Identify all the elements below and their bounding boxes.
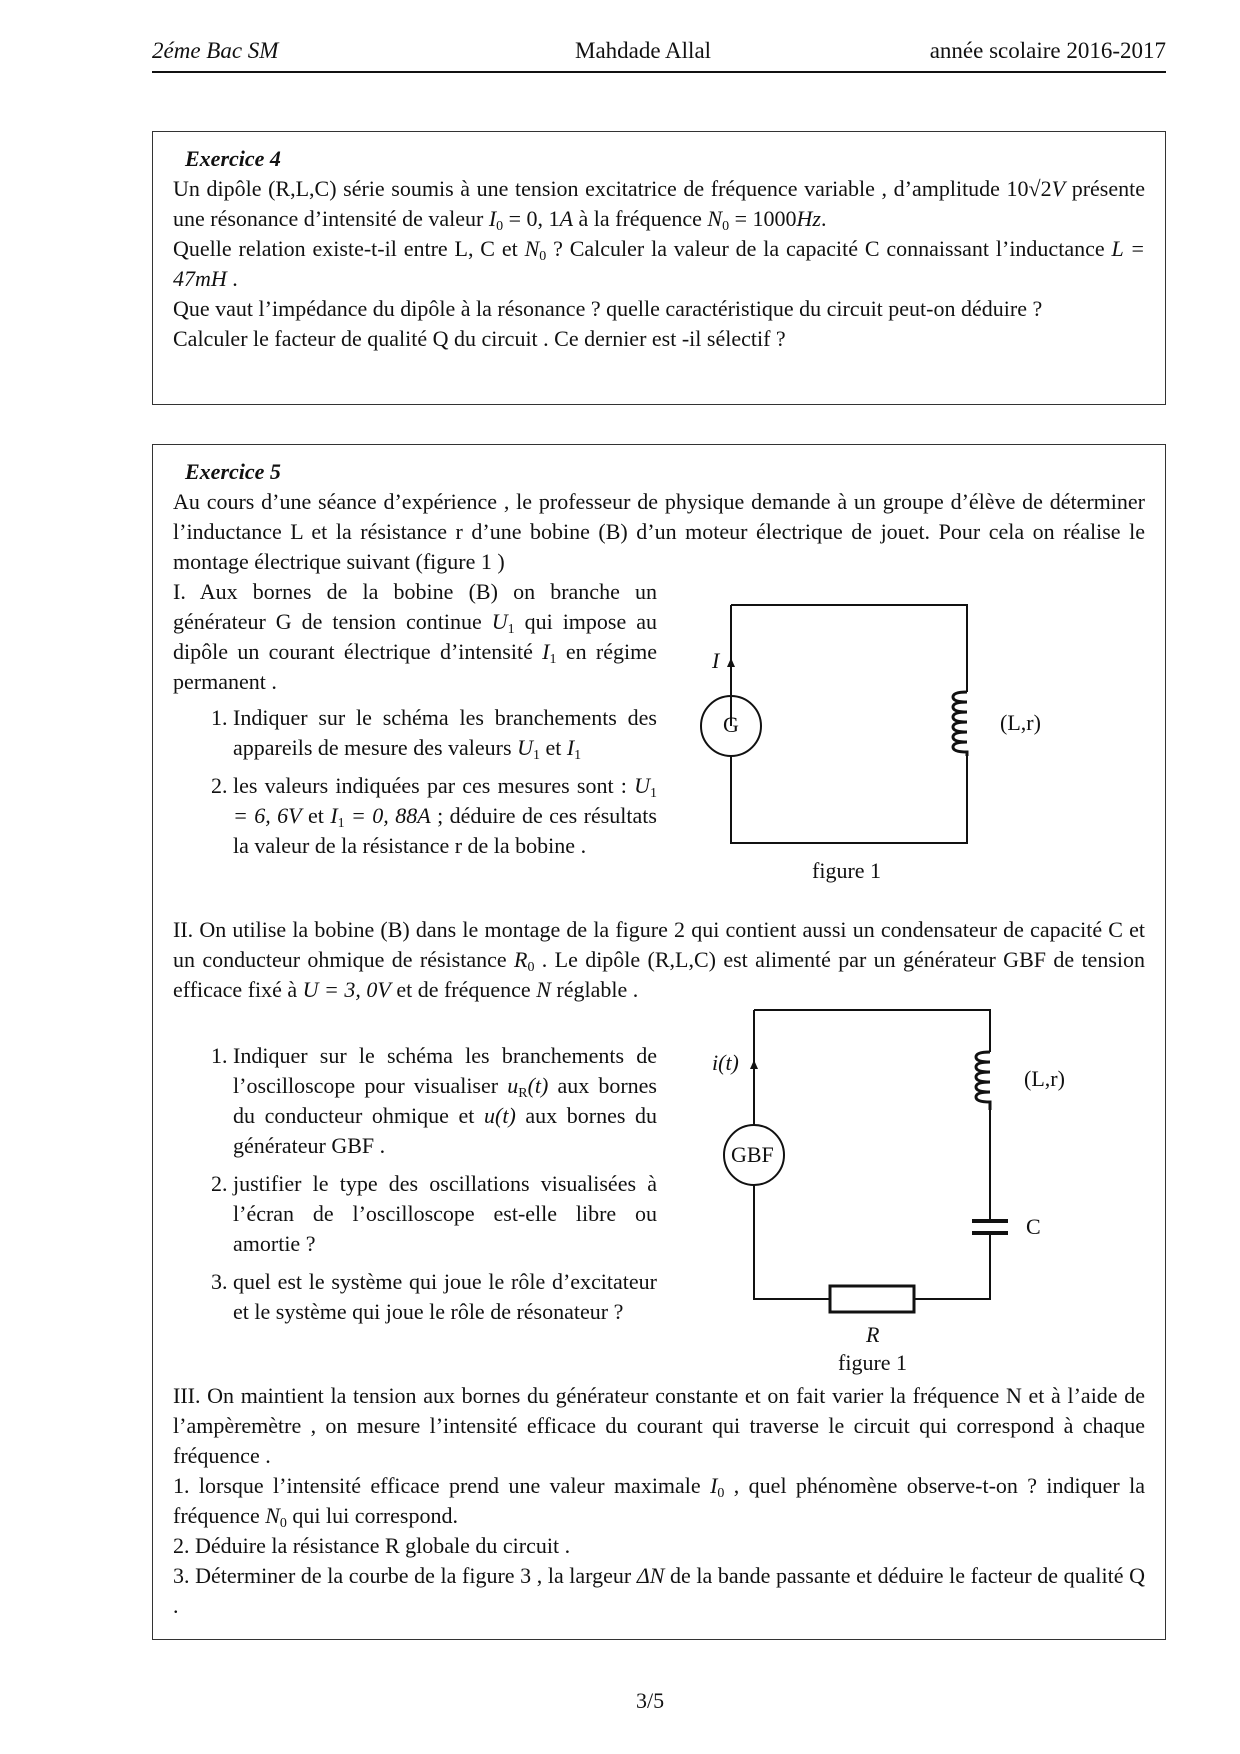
exercise-4-paragraph-3: Que vaut l’impédance du dipôle à la résonance ? quelle caractéristique du circuit peut-on déduire ? bbox=[173, 296, 1043, 321]
part-3-question-2: 2. Déduire la résistance R globale du circuit . bbox=[173, 1533, 571, 1558]
figure-1-current-label: I bbox=[712, 648, 720, 673]
part-2-question-3: 3. quel est le système qui joue le rôle d’excitateur et le système qui joue le rôle de résonateur ? bbox=[233, 1267, 657, 1327]
part-3-question-3: 3. Déterminer de la courbe de la figure 3 , la largeur ΔN de la bande passante et déduire le facteur de qualité Q . bbox=[173, 1563, 1145, 1618]
part-2-text: II. On utilise la bobine (B) dans le montage de la figure 2 qui contient aussi un condensateur de capacité C et un conducteur ohmique de résistance $R_0$ . Le dipôle (R,L,C) est alimenté par un générateur GBF de tension efficace fixé à U = 3, 0V et de fréquence N réglable . bbox=[173, 917, 1146, 1002]
header-rule bbox=[152, 71, 1166, 73]
figure-1-coil-label: (L,r) bbox=[1000, 710, 1041, 735]
exercise-4-title: Exercice 4 bbox=[185, 146, 281, 171]
exercise-4-paragraph-2: Quelle relation existe-t-il entre L, C et $N_0$ ? Calculer la valeur de la capacité C connaissant l’inductance L = 47mH . bbox=[173, 236, 1146, 291]
current-arrow-icon bbox=[750, 1060, 758, 1069]
part-3-question-1: 1. lorsque l’intensité efficace prend une valeur maximale $I_0$ , quel phénomène observe-t-on ? indiquer la fréquence $N_0$ qui lui correspond. bbox=[173, 1473, 1146, 1531]
figure-2-generator-label: GBF bbox=[731, 1142, 774, 1167]
part-3-intro: III. On maintient la tension aux bornes du générateur constante et on fait varier la fréquence N et à l’aide de l’ampèremètre , on mesure l’intensité efficace du courant qui traverse le circuit qui correspond à chaque fréquence . bbox=[173, 1383, 1145, 1468]
current-arrow-icon bbox=[727, 658, 735, 667]
figure-2-resistor-label: R bbox=[866, 1322, 880, 1347]
part-2-question-1: 1. Indiquer sur le schéma les branchements de l’oscilloscope pour visualiser $u_R(t)$ aux bornes du conducteur ohmique et u(t) aux bornes du générateur GBF . bbox=[233, 1041, 657, 1161]
exercise-4-paragraph-1: Un dipôle (R,L,C) série soumis à une tension excitatrice de fréquence variable , d’amplitude 10√2V présente une résonance d’intensité de valeur $I_0 = 0$, 1A à la fréquence $N_0 = 1000Hz$. bbox=[173, 176, 1145, 234]
resistor-symbol bbox=[830, 1286, 914, 1312]
part-2-question-2: 2. justifier le type des oscillations visualisées à l’écran de l’oscilloscope est-elle libre ou amortie ? bbox=[233, 1169, 657, 1259]
part-2-questions bbox=[173, 1035, 657, 1335]
part-1-text: I. Aux bornes de la bobine (B) on branche un générateur G de tension continue $U_1$ qui impose au dipôle un courant électrique d’intensité $I_1$ en régime permanent . bbox=[173, 579, 657, 694]
figure-2-current-label: i(t) bbox=[712, 1050, 739, 1075]
part-3 bbox=[173, 1381, 1145, 1621]
header-class: 2éme Bac SM bbox=[152, 38, 279, 63]
exercise-5-intro: Au cours d’une séance d’expérience , le professeur de physique demande à un groupe d’élève de déterminer l’inductance L et la résistance r d’une bobine (B) d’un moteur électrique de jouet. Pour cela on réalise le montage électrique suivant (figure 1 ) bbox=[173, 489, 1145, 574]
figure-2-caption: figure 1 bbox=[838, 1350, 908, 1375]
coil-symbol bbox=[976, 1052, 990, 1110]
exercise-5-title: Exercice 5 bbox=[185, 459, 281, 484]
part-1-question-2: 2. les valeurs indiquées par ces mesures sont : $U_1 = 6$, 6V et $I_1 = 0$, 88A ; déduire de ces résultats la valeur de la résistance r de la bobine . bbox=[233, 771, 657, 861]
header-author: Mahdade Allal bbox=[575, 38, 712, 63]
part-1-question-1: 1. Indiquer sur le schéma les branchements des appareils de mesure des valeurs $U_1$ et $I_1$ bbox=[233, 703, 657, 763]
figure-2-capacitor-label: C bbox=[1026, 1214, 1041, 1239]
part-1 bbox=[173, 577, 657, 869]
figure-1-caption: figure 1 bbox=[812, 858, 882, 883]
header-year: année scolaire 2016-2017 bbox=[929, 38, 1166, 63]
coil-symbol bbox=[953, 692, 967, 756]
figure-1-generator-label: G bbox=[723, 712, 739, 737]
figure-2-coil-label: (L,r) bbox=[1024, 1066, 1065, 1091]
page-number: 3/5 bbox=[636, 1688, 665, 1713]
exercise-4-paragraph-4: Calculer le facteur de qualité Q du circuit . Ce dernier est -il sélectif ? bbox=[173, 326, 786, 351]
exercise-4-box bbox=[152, 131, 1166, 405]
